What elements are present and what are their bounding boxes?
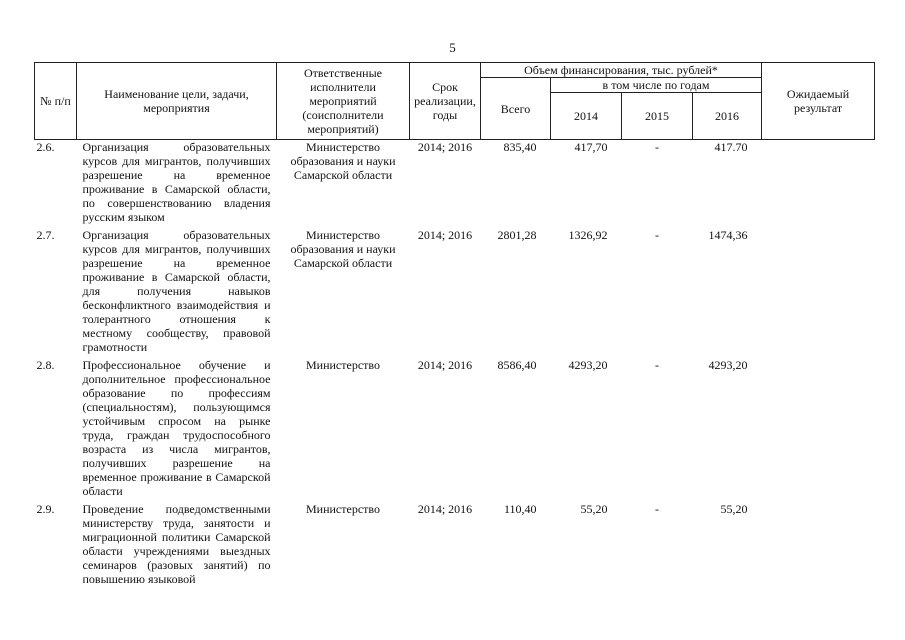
row-result (762, 140, 875, 229)
header-num: № п/п (35, 63, 77, 140)
table-body (35, 140, 875, 591)
page-number: 5 (449, 40, 456, 55)
row-name: Проведение подведомственными министерству труда, занятости и миграционной политики Самарской области учреждениями выездных семинаров (разовых занятий) по повышению языковой (82, 502, 271, 586)
row-term: 2014; 2016 (417, 502, 473, 516)
row-responsible: Министерство образования и науки Самарской области (290, 228, 396, 270)
table-header (35, 63, 875, 140)
row-total: 110,40 (503, 502, 537, 516)
row-name: Организация образовательных курсов для мигрантов, получивших разрешение на временное проживание в Самарской области, для получения навыков бесконфликтного взаимодействия и толерантного отношения к местному сообществу, правовой грамотности (82, 228, 271, 354)
table-row (35, 358, 875, 502)
row-year-2015: - (655, 358, 659, 372)
row-name: Профессиональное обучение и дополнительное профессиональное образование по профессиям (специальностям), пользующимся устойчивым спросом на рынке труда, граждан трудоспособного возраста из числа мигрантов, получивших разрешение на временное проживание в Самарской области (82, 358, 271, 498)
table-row (35, 140, 875, 229)
row-number: 2.7. (36, 228, 55, 242)
program-table (34, 62, 875, 590)
row-result (762, 228, 875, 358)
header-total: Всего (481, 78, 551, 140)
row-year-2015: - (655, 140, 659, 154)
row-year-2015: - (655, 502, 659, 516)
header-name: Наименование цели, задачи, мероприятия (77, 63, 277, 140)
header-year-2015: 2015 (622, 93, 693, 140)
row-year-2014: 55,20 (580, 502, 608, 516)
row-name: Организация образовательных курсов для мигрантов, получивших разрешение на временное проживание в Самарской области, по совершенствованию владения русским языком (82, 140, 271, 224)
row-total: 8586,40 (497, 358, 537, 372)
row-responsible: Министерство (306, 358, 380, 372)
row-total: 2801,28 (497, 228, 537, 242)
row-term: 2014; 2016 (417, 228, 473, 242)
row-term: 2014; 2016 (417, 358, 473, 372)
table-row (35, 502, 875, 590)
row-term: 2014; 2016 (417, 140, 473, 154)
header-result: Ожидаемый результат (762, 63, 875, 140)
header-responsible: Ответственные исполнители мероприятий (соисполнители мероприятий) (277, 63, 410, 140)
row-number: 2.8. (36, 358, 55, 372)
row-number: 2.9. (36, 502, 55, 516)
header-funding: Объем финансирования, тыс. рублей* (481, 63, 762, 78)
row-responsible: Министерство образования и науки Самарской области (290, 140, 396, 182)
header-year-2016: 2016 (693, 93, 762, 140)
table-row (35, 228, 875, 358)
header-term: Срок реализации, годы (410, 63, 481, 140)
row-year-2016: 4293,20 (708, 358, 748, 372)
row-result (762, 502, 875, 590)
row-responsible: Министерство (306, 502, 380, 516)
row-total: 835,40 (503, 140, 537, 154)
row-result (762, 358, 875, 502)
row-year-2014: 1326,92 (568, 228, 608, 242)
row-year-2014: 417,70 (574, 140, 608, 154)
row-year-2016: 417.70 (714, 140, 748, 154)
row-number: 2.6. (36, 140, 55, 154)
row-year-2016: 55,20 (720, 502, 748, 516)
row-year-2016: 1474,36 (708, 228, 748, 242)
header-year-2014: 2014 (551, 93, 622, 140)
row-year-2014: 4293,20 (568, 358, 608, 372)
row-year-2015: - (655, 228, 659, 242)
header-by-years: в том числе по годам (551, 78, 762, 93)
